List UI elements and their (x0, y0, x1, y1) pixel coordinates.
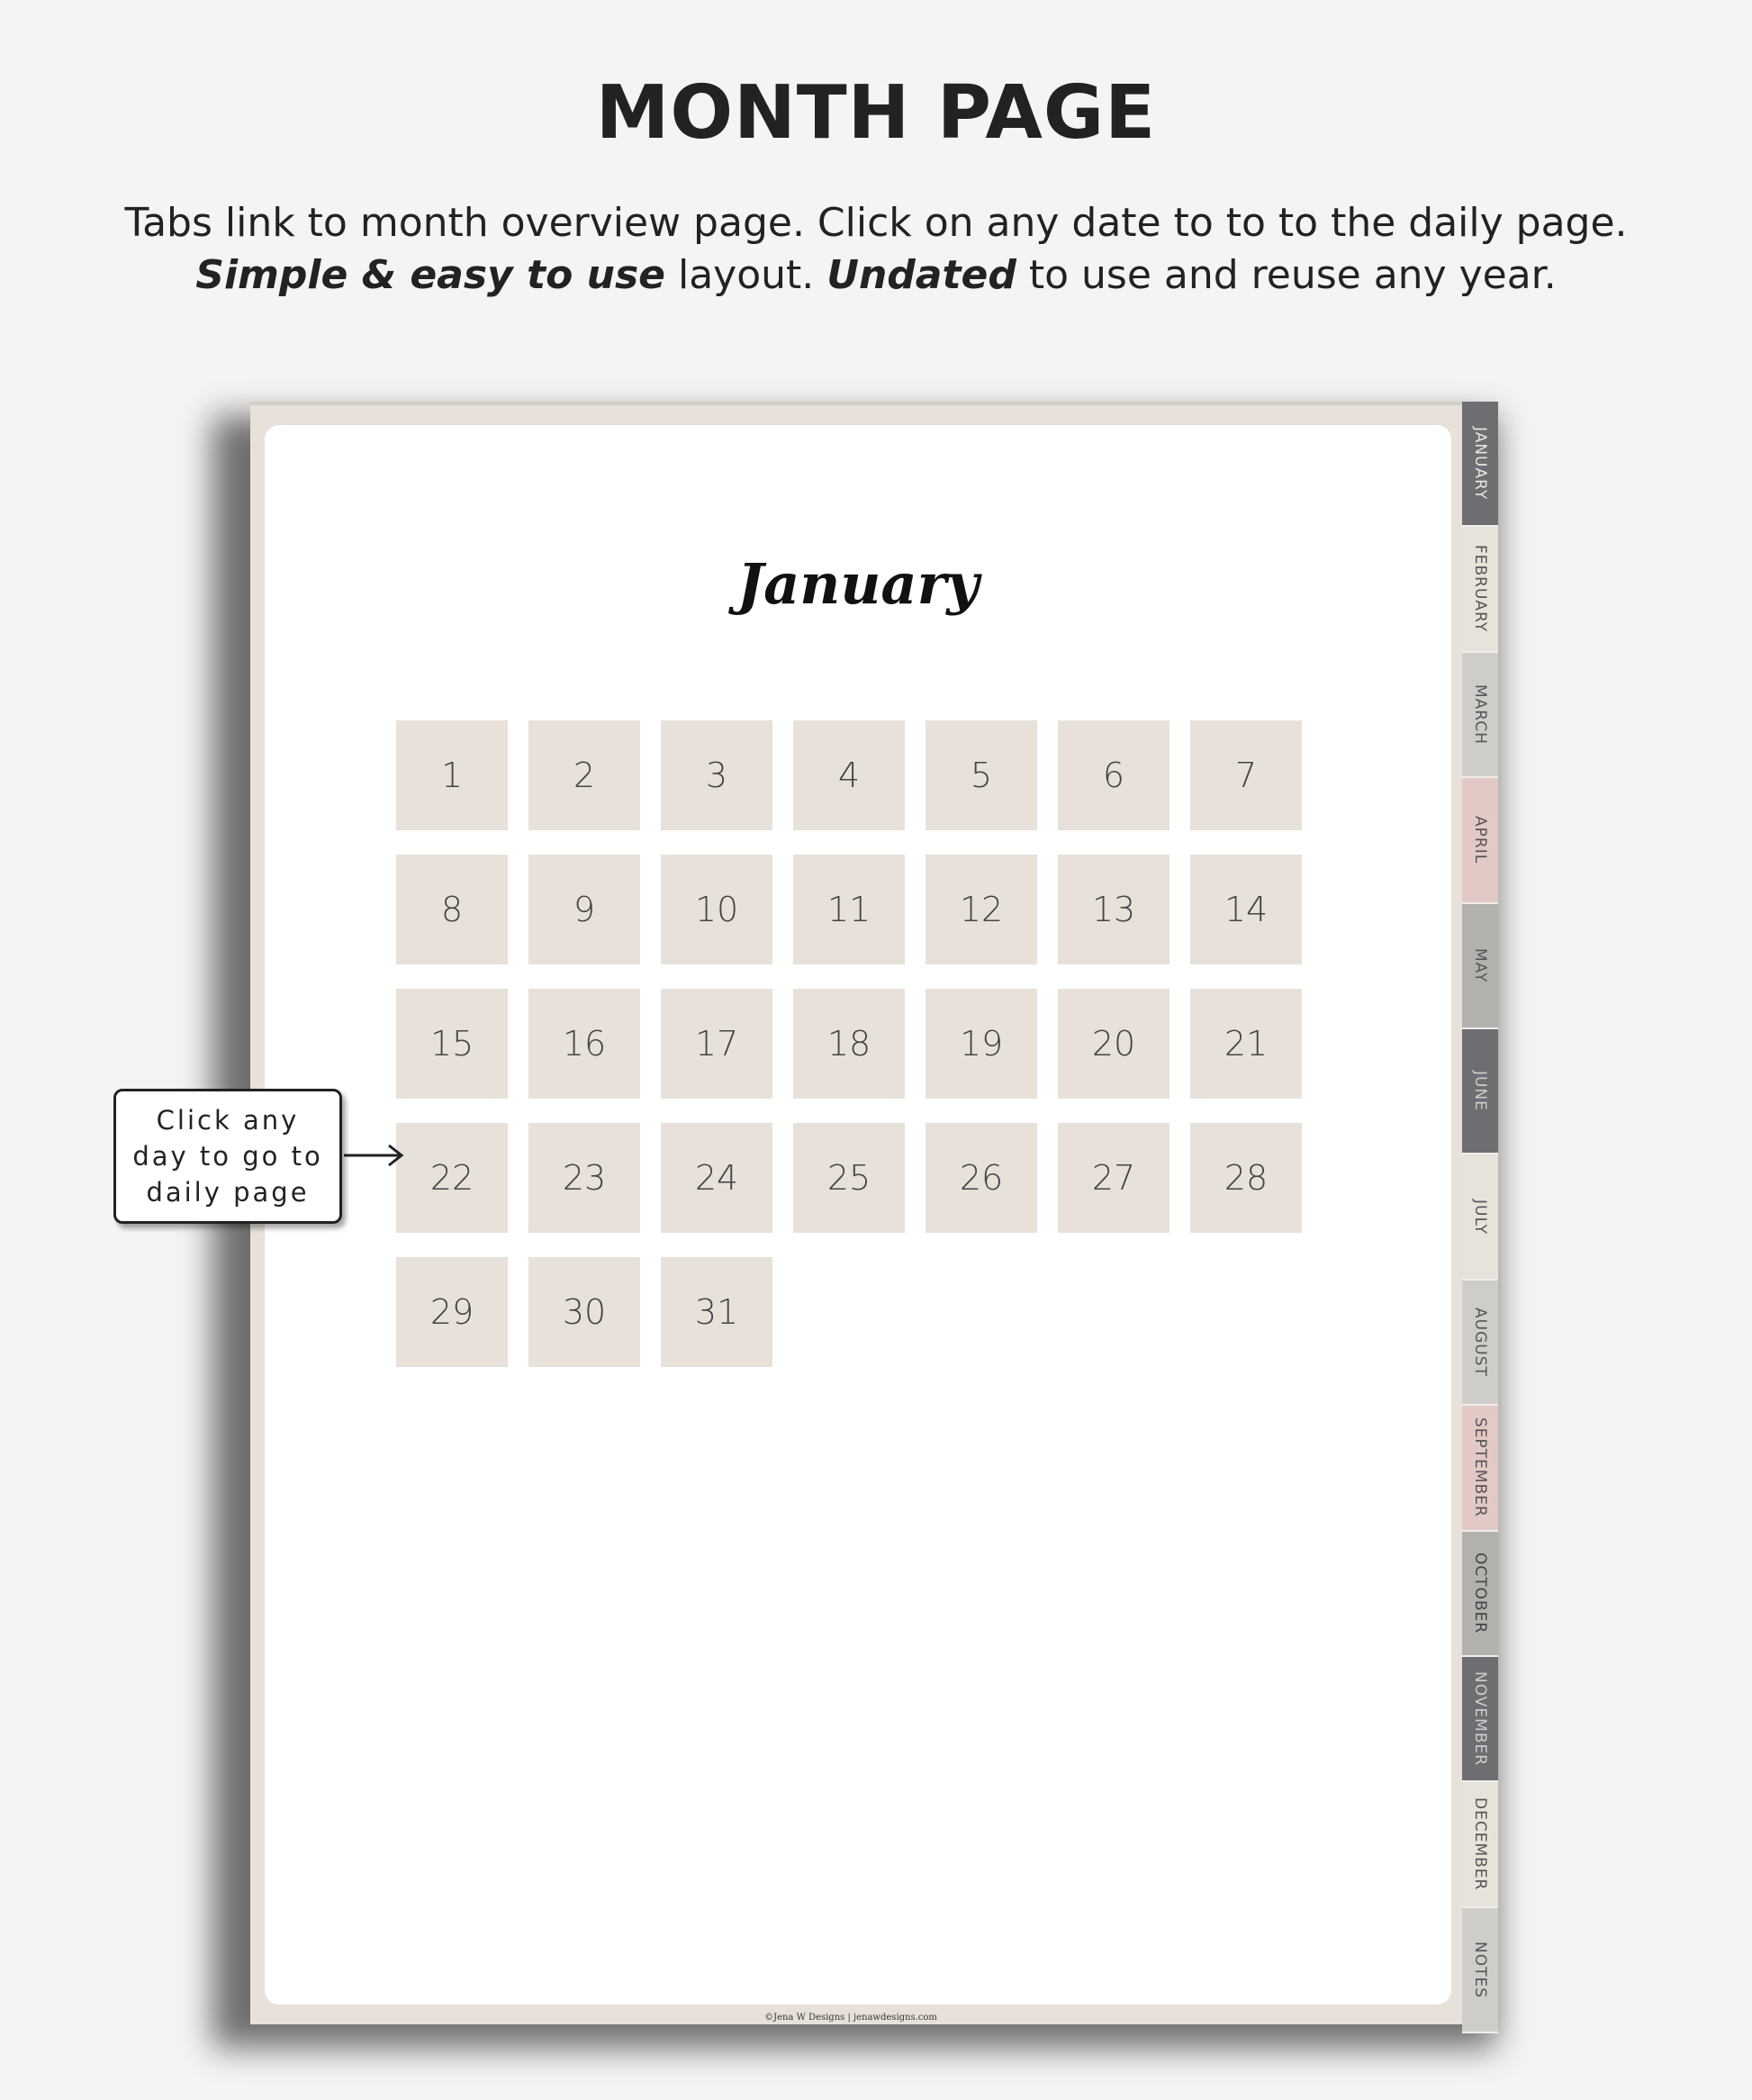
day-cell-26[interactable]: 26 (926, 1123, 1037, 1233)
day-cell-21[interactable]: 21 (1190, 989, 1302, 1099)
tab-label: SEPTEMBER (1471, 1417, 1489, 1518)
day-cell-1[interactable]: 1 (396, 720, 508, 830)
day-cell-27[interactable]: 27 (1058, 1123, 1170, 1233)
day-cell-13[interactable]: 13 (1058, 855, 1170, 964)
day-cell-9[interactable]: 9 (528, 855, 640, 964)
callout-line-1: Click any (156, 1105, 300, 1136)
tab-july[interactable] (1462, 1154, 1498, 1280)
footer-credit: ©Jena W Designs | jenawdesigns.com (764, 2013, 937, 2023)
tab-april[interactable] (1462, 778, 1498, 903)
day-cell-22[interactable]: 22 (396, 1123, 508, 1233)
day-cell-31[interactable]: 31 (661, 1257, 772, 1367)
tab-label: JULY (1471, 1199, 1489, 1235)
arrow-right-icon (342, 1142, 405, 1169)
day-cell-19[interactable]: 19 (926, 989, 1037, 1099)
description-line-1: Tabs link to month overview page. Click on any date to to to the daily page. (124, 200, 1628, 246)
month-page (265, 425, 1451, 2005)
tab-label: DECEMBER (1471, 1797, 1489, 1891)
day-cell-24[interactable]: 24 (661, 1123, 772, 1233)
day-cell-18[interactable]: 18 (793, 989, 905, 1099)
tab-label: FEBRUARY (1471, 545, 1489, 633)
planner-frame (250, 402, 1498, 2024)
description-text: layout. (665, 252, 827, 298)
tab-december[interactable] (1462, 1782, 1498, 1907)
day-cell-25[interactable]: 25 (793, 1123, 905, 1233)
day-cell-17[interactable]: 17 (661, 989, 772, 1099)
tab-label: MAY (1471, 948, 1489, 983)
callout-line-3: daily page (146, 1177, 310, 1208)
tab-january[interactable] (1462, 402, 1498, 527)
tab-label: JUNE (1471, 1071, 1489, 1112)
day-cell-15[interactable]: 15 (396, 989, 508, 1099)
day-cell-12[interactable]: 12 (926, 855, 1037, 964)
tab-august[interactable] (1462, 1281, 1498, 1406)
tab-label: MARCH (1471, 684, 1489, 745)
page-headline: MONTH PAGE (595, 70, 1157, 156)
description-text-end: to use and reuse any year. (1016, 252, 1557, 298)
day-cell-20[interactable]: 20 (1058, 989, 1170, 1099)
callout-box (113, 1089, 342, 1224)
day-cell-5[interactable]: 5 (926, 720, 1037, 830)
description-line-2 (0, 252, 1752, 298)
day-cell-4[interactable]: 4 (793, 720, 905, 830)
day-cell-10[interactable]: 10 (661, 855, 772, 964)
tab-label: NOVEMBER (1471, 1671, 1489, 1767)
tab-notes[interactable] (1462, 1908, 1498, 2033)
description-emphasis-undated: Undated (826, 252, 1016, 298)
day-cell-14[interactable]: 14 (1190, 855, 1302, 964)
tab-june[interactable] (1462, 1029, 1498, 1154)
day-cell-8[interactable]: 8 (396, 855, 508, 964)
day-cell-30[interactable]: 30 (528, 1257, 640, 1367)
day-cell-16[interactable]: 16 (528, 989, 640, 1099)
callout-line-2: day to go to (132, 1141, 323, 1172)
day-cell-11[interactable]: 11 (793, 855, 905, 964)
tab-march[interactable] (1462, 653, 1498, 778)
tab-february[interactable] (1462, 527, 1498, 652)
tab-october[interactable] (1462, 1532, 1498, 1657)
description-emphasis-simple: Simple & easy to use (195, 252, 665, 298)
day-cell-3[interactable]: 3 (661, 720, 772, 830)
month-title: January (736, 551, 980, 617)
tab-label: NOTES (1471, 1941, 1489, 1998)
tab-september[interactable] (1462, 1406, 1498, 1531)
day-cell-23[interactable]: 23 (528, 1123, 640, 1233)
day-cell-28[interactable]: 28 (1190, 1123, 1302, 1233)
tab-label: AUGUST (1471, 1308, 1489, 1377)
day-cell-6[interactable]: 6 (1058, 720, 1170, 830)
tab-november[interactable] (1462, 1657, 1498, 1782)
day-cell-29[interactable]: 29 (396, 1257, 508, 1367)
tab-may[interactable] (1462, 904, 1498, 1029)
day-cell-7[interactable]: 7 (1190, 720, 1302, 830)
day-cell-2[interactable]: 2 (528, 720, 640, 830)
tab-label: APRIL (1471, 816, 1489, 864)
tab-label: OCTOBER (1471, 1552, 1489, 1634)
tab-label: JANUARY (1471, 427, 1489, 501)
